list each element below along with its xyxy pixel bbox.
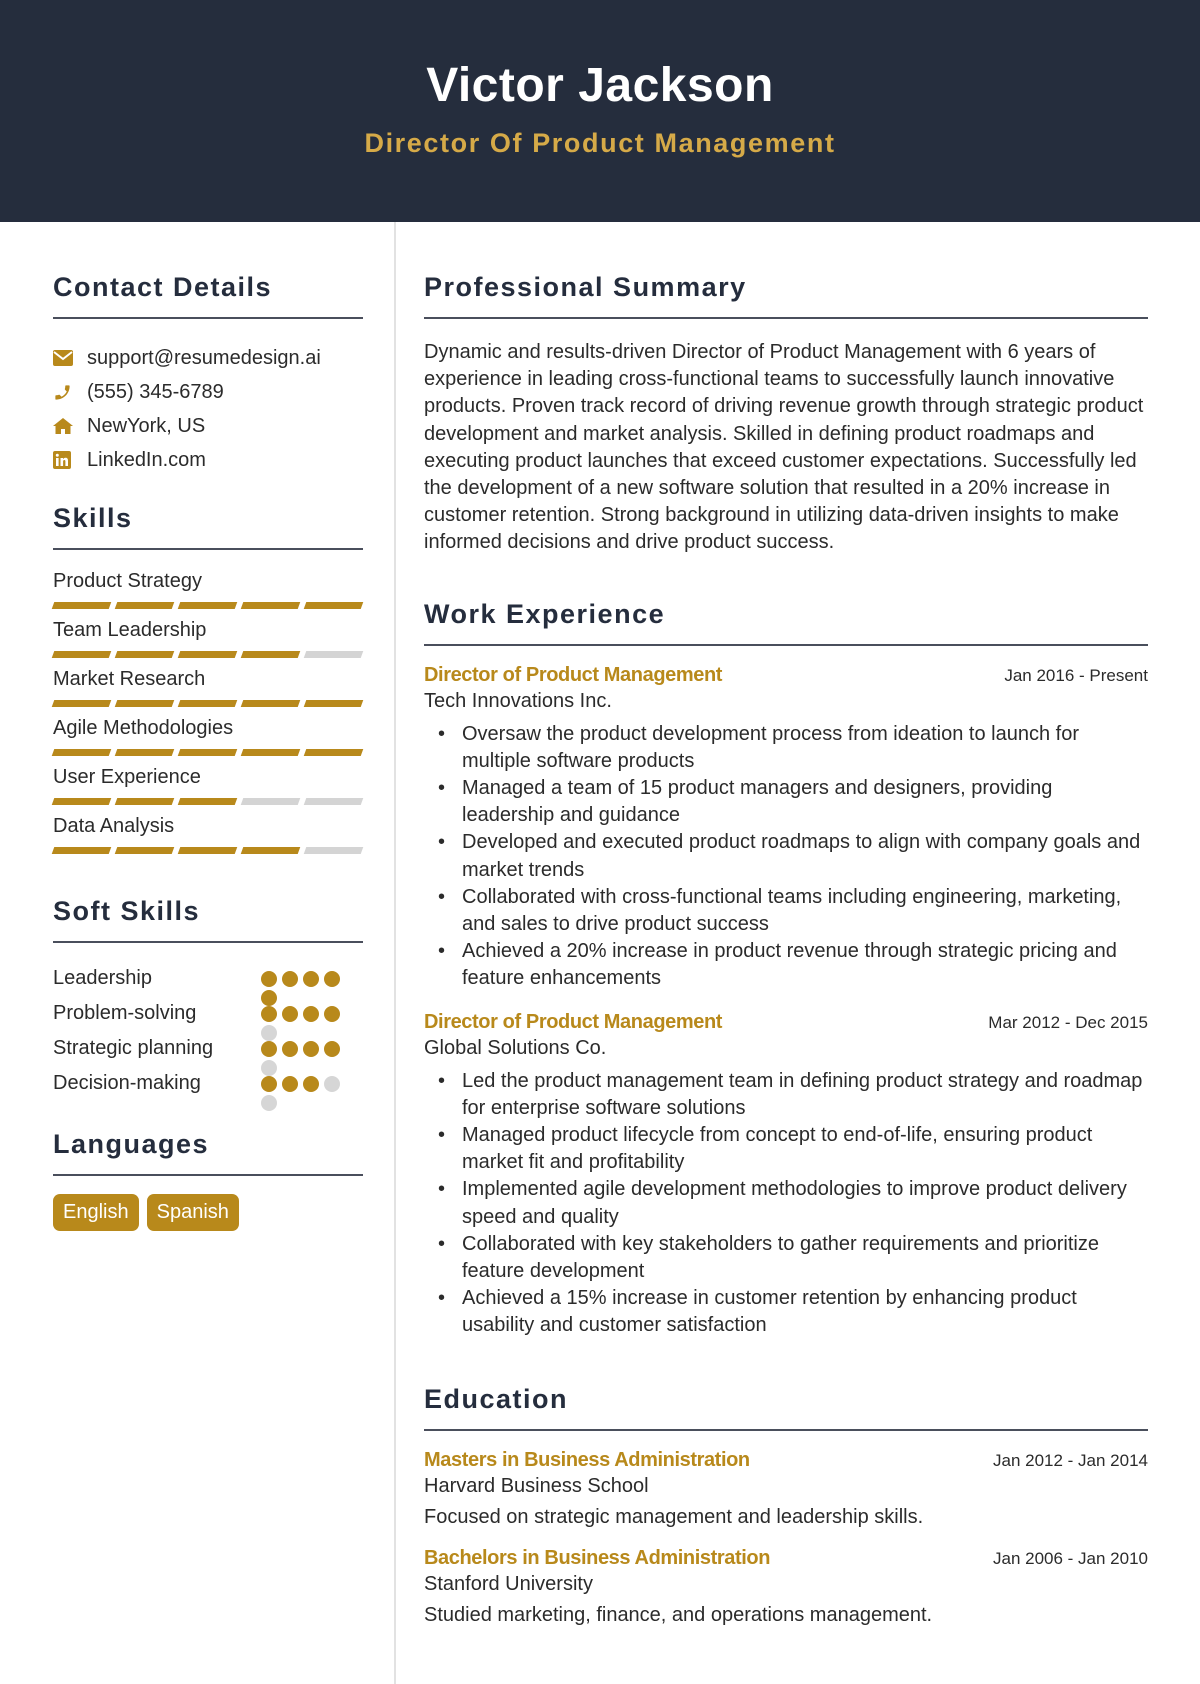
- section-heading: Soft Skills: [53, 896, 201, 926]
- rating-segment: [241, 651, 301, 658]
- rating-segment: [52, 602, 112, 609]
- section-rule: [53, 317, 363, 319]
- rating-segment: [178, 651, 238, 658]
- rating-dot: [261, 1006, 277, 1022]
- language-tag: English: [53, 1194, 139, 1231]
- job-bullet: • Collaborated with cross-functional teams including engineering, marketing, and sales to drive product success: [438, 884, 1148, 938]
- education-dates: Jan 2012 - Jan 2014: [992, 1450, 1148, 1470]
- education-dates: Jan 2006 - Jan 2010: [992, 1548, 1148, 1568]
- languages-section: [53, 1129, 363, 1231]
- rating-dot: [261, 1076, 277, 1092]
- job-entry: [424, 1011, 1148, 1340]
- contact-phone-text: (555) 345-6789: [87, 380, 224, 403]
- rating-dot: [324, 971, 340, 987]
- skill-rating-bar: [53, 700, 363, 707]
- skills-section: [53, 503, 363, 854]
- skill-label: Team Leadership: [53, 619, 207, 641]
- column-divider: [394, 222, 396, 1684]
- skill-item: [53, 668, 363, 707]
- contact-phone[interactable]: [53, 375, 363, 409]
- rating-dot: [324, 1076, 340, 1092]
- skill-label: Agile Methodologies: [53, 717, 234, 739]
- section-heading: Education: [424, 1383, 569, 1414]
- phone-icon: [53, 383, 87, 402]
- job-title: Director of Product Management: [424, 1010, 723, 1033]
- soft-skill-label: Leadership: [53, 967, 152, 989]
- contact-linkedin-text: LinkedIn.com: [87, 448, 206, 471]
- skill-rating-bar: [53, 602, 363, 609]
- rating-segment: [115, 651, 175, 658]
- envelope-icon: [53, 350, 87, 366]
- skill-rating-bar: [53, 749, 363, 756]
- contact-location: [53, 409, 363, 443]
- resume-header: [0, 0, 1200, 222]
- job-bullets: [424, 1068, 1148, 1340]
- job-bullet: • Implemented agile development methodologies to improve product delivery speed and quality: [438, 1176, 1148, 1230]
- soft-skill-rating-dots: [261, 1041, 347, 1057]
- rating-dot: [303, 971, 319, 987]
- education-description: Focused on strategic management and leadership skills.: [424, 1505, 924, 1528]
- candidate-name: Victor Jackson: [426, 59, 774, 112]
- rating-dot: [324, 1006, 340, 1022]
- soft-skill-item: [53, 961, 363, 996]
- rating-segment: [241, 798, 301, 805]
- skill-item: [53, 570, 363, 609]
- skill-rating-bar: [53, 847, 363, 854]
- skill-label: Market Research: [53, 668, 206, 690]
- education-section: [424, 1384, 1148, 1627]
- job-dates: Mar 2012 - Dec 2015: [988, 1012, 1148, 1032]
- language-tag: Spanish: [147, 1194, 239, 1231]
- section-rule: [53, 941, 363, 943]
- job-bullet: • Achieved a 15% increase in customer retention by enhancing product usability and customer satisfaction: [438, 1285, 1148, 1339]
- skill-item: [53, 766, 363, 805]
- rating-segment: [178, 602, 238, 609]
- job-entry: [424, 664, 1148, 993]
- education-description: Studied marketing, finance, and operations management.: [424, 1603, 933, 1626]
- soft-skill-label: Strategic planning: [53, 1037, 214, 1059]
- rating-dot: [261, 971, 277, 987]
- soft-skill-rating-dots: [261, 971, 347, 987]
- rating-segment: [115, 847, 175, 854]
- rating-dot: [303, 1006, 319, 1022]
- job-bullet: • Collaborated with key stakeholders to gather requirements and prioritize feature development: [438, 1231, 1148, 1285]
- rating-segment: [241, 749, 301, 756]
- rating-dot: [324, 1041, 340, 1057]
- rating-dot: [261, 1095, 277, 1111]
- soft-skill-rating-dots: [261, 1076, 347, 1092]
- rating-segment: [241, 700, 301, 707]
- summary-section: [424, 272, 1148, 557]
- section-heading: Skills: [53, 503, 133, 533]
- section-rule: [53, 548, 363, 550]
- sidebar: [53, 222, 363, 1231]
- job-bullets: [424, 721, 1148, 993]
- rating-segment: [115, 798, 175, 805]
- contact-location-text: NewYork, US: [87, 414, 206, 437]
- rating-dot: [282, 1006, 298, 1022]
- rating-segment: [241, 602, 301, 609]
- rating-dot: [282, 1041, 298, 1057]
- contact-email-text: support@resumedesign.ai: [87, 346, 321, 369]
- rating-segment: [52, 651, 112, 658]
- job-dates: Jan 2016 - Present: [1004, 665, 1148, 685]
- rating-segment: [115, 700, 175, 707]
- rating-segment: [52, 749, 112, 756]
- education-entry: [424, 1449, 1148, 1529]
- section-heading: Contact Details: [53, 272, 273, 302]
- section-heading: Professional Summary: [424, 272, 747, 302]
- job-bullet: • Achieved a 20% increase in product revenue through strategic pricing and feature enhancements: [438, 938, 1148, 992]
- job-bullet: • Oversaw the product development process from ideation to launch for multiple software products: [438, 721, 1148, 775]
- job-title: Director of Product Management: [424, 663, 723, 686]
- job-company: Global Solutions Co.: [424, 1036, 607, 1059]
- rating-segment: [178, 749, 238, 756]
- rating-dot: [282, 1076, 298, 1092]
- soft-skill-rating-dots: [261, 1006, 347, 1022]
- skill-rating-bar: [53, 798, 363, 805]
- rating-segment: [241, 847, 301, 854]
- summary-text: Dynamic and results-driven Director of Product Management with 6 years of experience in leading cross-functional teams to successfully launch innovative products. Proven track record of driving revenue growth through strategic product development and market analysis. Skilled in defining product roadmaps and executing product launches that exceed customer expectations. Successfully led the development of a new software solution that resulted in a 20% increase in customer retention. Strong background in utilizing data-driven insights to make informed decisions and drive product success.: [424, 341, 1144, 554]
- soft-skill-item: [53, 996, 363, 1031]
- rating-dot: [303, 1076, 319, 1092]
- soft-skills-section: [53, 896, 363, 1101]
- rating-dot: [261, 1041, 277, 1057]
- skill-label: Product Strategy: [53, 570, 202, 592]
- home-icon: [53, 417, 87, 435]
- school-name: Stanford University: [424, 1572, 593, 1595]
- skill-rating-bar: [53, 651, 363, 658]
- skill-item: [53, 619, 363, 658]
- school-name: Harvard Business School: [424, 1474, 649, 1497]
- skill-label: Data Analysis: [53, 815, 175, 837]
- rating-segment: [304, 651, 364, 658]
- rating-segment: [304, 602, 364, 609]
- rating-segment: [52, 798, 112, 805]
- rating-segment: [178, 700, 238, 707]
- job-bullet: • Led the product management team in defining product strategy and roadmap for enterprise software solutions: [438, 1068, 1148, 1122]
- section-rule: [424, 644, 1148, 646]
- contact-email[interactable]: [53, 341, 363, 375]
- rating-segment: [178, 847, 238, 854]
- rating-segment: [52, 700, 112, 707]
- linkedin-icon: [53, 451, 87, 469]
- job-bullet: • Developed and executed product roadmaps to align with company goals and market trends: [438, 829, 1148, 883]
- experience-section: [424, 599, 1148, 1340]
- skill-label: User Experience: [53, 766, 201, 788]
- soft-skill-item: [53, 1066, 363, 1101]
- section-heading: Languages: [53, 1129, 210, 1159]
- job-company: Tech Innovations Inc.: [424, 689, 612, 712]
- skill-item: [53, 815, 363, 854]
- skill-item: [53, 717, 363, 756]
- education-entry: [424, 1547, 1148, 1627]
- candidate-title: Director Of Product Management: [364, 128, 836, 158]
- rating-segment: [304, 798, 364, 805]
- rating-dot: [303, 1041, 319, 1057]
- soft-skill-item: [53, 1031, 363, 1066]
- main-content: [424, 222, 1148, 1627]
- rating-segment: [178, 798, 238, 805]
- rating-segment: [304, 847, 364, 854]
- rating-dot: [282, 971, 298, 987]
- rating-segment: [304, 700, 364, 707]
- rating-segment: [304, 749, 364, 756]
- contact-linkedin[interactable]: [53, 443, 363, 477]
- soft-skill-label: Decision-making: [53, 1072, 201, 1094]
- section-heading: Work Experience: [424, 598, 666, 629]
- job-bullet: • Managed product lifecycle from concept to end-of-life, ensuring product market fit and profitability: [438, 1122, 1148, 1176]
- job-bullet: • Managed a team of 15 product managers and designers, providing leadership and guidance: [438, 775, 1148, 829]
- section-rule: [424, 317, 1148, 319]
- rating-segment: [52, 847, 112, 854]
- section-rule: [424, 1429, 1148, 1431]
- section-rule: [53, 1174, 363, 1176]
- contact-section: [53, 272, 363, 477]
- degree-title: Bachelors in Business Administration: [424, 1546, 771, 1569]
- rating-segment: [115, 602, 175, 609]
- degree-title: Masters in Business Administration: [424, 1448, 750, 1471]
- soft-skill-label: Problem-solving: [53, 1002, 197, 1024]
- rating-segment: [115, 749, 175, 756]
